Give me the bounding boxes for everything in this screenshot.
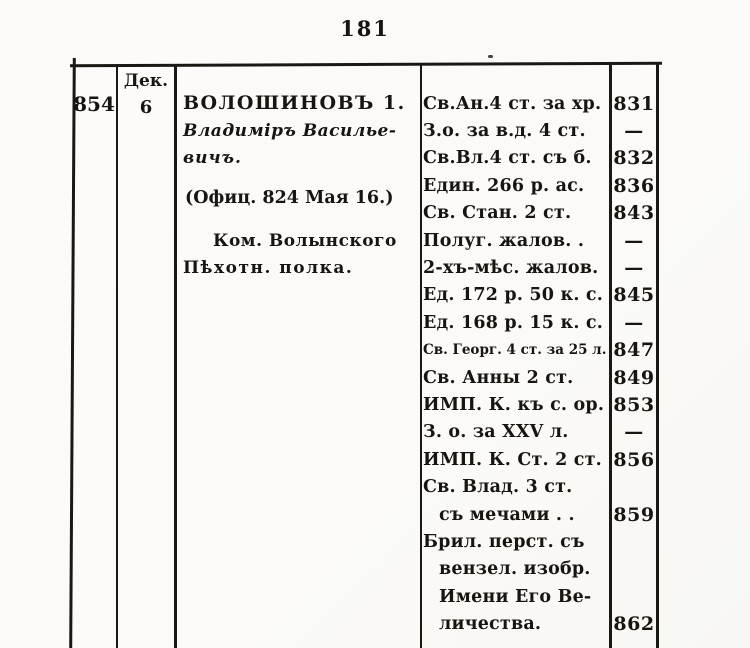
award-year: 859 — [613, 503, 655, 526]
award-text: вензел. изобр. — [439, 559, 591, 580]
award-year: 831 — [613, 92, 655, 115]
scan-speck — [488, 55, 493, 58]
seniority-year-cell: 854 — [73, 92, 115, 116]
officer-given-name-line1: Владиміръ Василье- — [183, 121, 397, 141]
award-row — [423, 172, 656, 199]
award-text: Св. Влад. 3 ст. — [423, 477, 573, 498]
award-text: Ед. 172 р. 50 к. с. — [423, 285, 604, 306]
award-text: Св. Стан. 2 ст. — [423, 203, 572, 224]
award-row — [423, 337, 656, 364]
award-row — [423, 446, 656, 473]
award-row — [423, 364, 656, 391]
award-year: — — [624, 257, 644, 280]
award-text: ИМП. К. Ст. 2 ст. — [423, 449, 602, 470]
award-year: 847 — [613, 339, 655, 362]
award-text: Полуг. жалов. . — [423, 230, 585, 251]
award-text: Един. 266 р. ас. — [423, 175, 585, 196]
award-year: — — [624, 311, 644, 334]
award-row — [423, 501, 656, 528]
table-top-rule — [70, 62, 662, 68]
award-row — [423, 117, 656, 144]
award-row — [423, 583, 656, 610]
award-row — [423, 528, 656, 555]
award-text: личества. — [439, 614, 542, 635]
award-row — [423, 145, 656, 172]
award-text: З. о. за XXV л. — [423, 422, 569, 443]
position-line1: Ком. Волынского — [213, 231, 397, 251]
award-row — [423, 254, 656, 281]
award-row — [423, 200, 656, 227]
award-row — [423, 309, 656, 336]
award-year: 832 — [613, 147, 655, 170]
award-text: Св. Георг. 4 ст. за 25 л. — [423, 342, 607, 359]
award-row — [423, 610, 656, 637]
column-divider-name-awards — [420, 65, 422, 648]
award-text: Св.Вл.4 ст. съ б. — [423, 148, 592, 169]
award-row — [423, 90, 656, 117]
column-divider-date-name — [174, 65, 177, 648]
award-row — [423, 556, 656, 583]
award-year: 853 — [613, 393, 655, 416]
award-year: — — [624, 120, 644, 143]
award-year: 856 — [613, 448, 655, 471]
officer-surname: ВОЛОШИНОВЪ 1. — [183, 92, 406, 114]
award-row — [423, 391, 656, 418]
award-text: 2-хъ-мѣс. жалов. — [423, 258, 599, 279]
award-text: Св.Ан.4 ст. за хр. — [423, 93, 602, 114]
award-year: — — [624, 421, 644, 444]
award-row — [423, 282, 656, 309]
award-text: Ед. 168 р. 15 к. с. — [423, 312, 604, 333]
award-year: 843 — [613, 202, 655, 225]
officer-since-note: (Офиц. 824 Мая 16.) — [185, 188, 394, 208]
award-text: Брил. перст. съ — [423, 531, 585, 552]
award-year: 845 — [613, 284, 655, 307]
award-text: Имени Его Ве- — [439, 586, 592, 607]
award-year: 836 — [613, 174, 655, 197]
award-text: З.о. за в.д. 4 ст. — [423, 121, 586, 142]
page-number: 181 — [340, 16, 390, 41]
awards-column — [423, 90, 656, 638]
column-divider-year-date — [116, 65, 118, 648]
award-row — [423, 473, 656, 500]
award-year: — — [624, 229, 644, 252]
seniority-day-cell: 6 — [139, 97, 153, 118]
award-row — [423, 419, 656, 446]
award-text: съ мечами . . — [439, 504, 575, 525]
seniority-month-cell: Дек. — [123, 71, 169, 91]
award-year: 849 — [613, 366, 655, 389]
table-right-border — [656, 62, 659, 648]
table-left-border — [69, 58, 76, 648]
officer-given-name-line2: вичъ. — [183, 148, 242, 168]
award-year: 862 — [613, 613, 655, 636]
award-row — [423, 227, 656, 254]
award-text: Св. Анны 2 ст. — [423, 367, 574, 388]
award-text: ИМП. К. къ с. ор. — [423, 394, 605, 415]
position-line2: Пѣхотн. полка. — [183, 258, 354, 278]
